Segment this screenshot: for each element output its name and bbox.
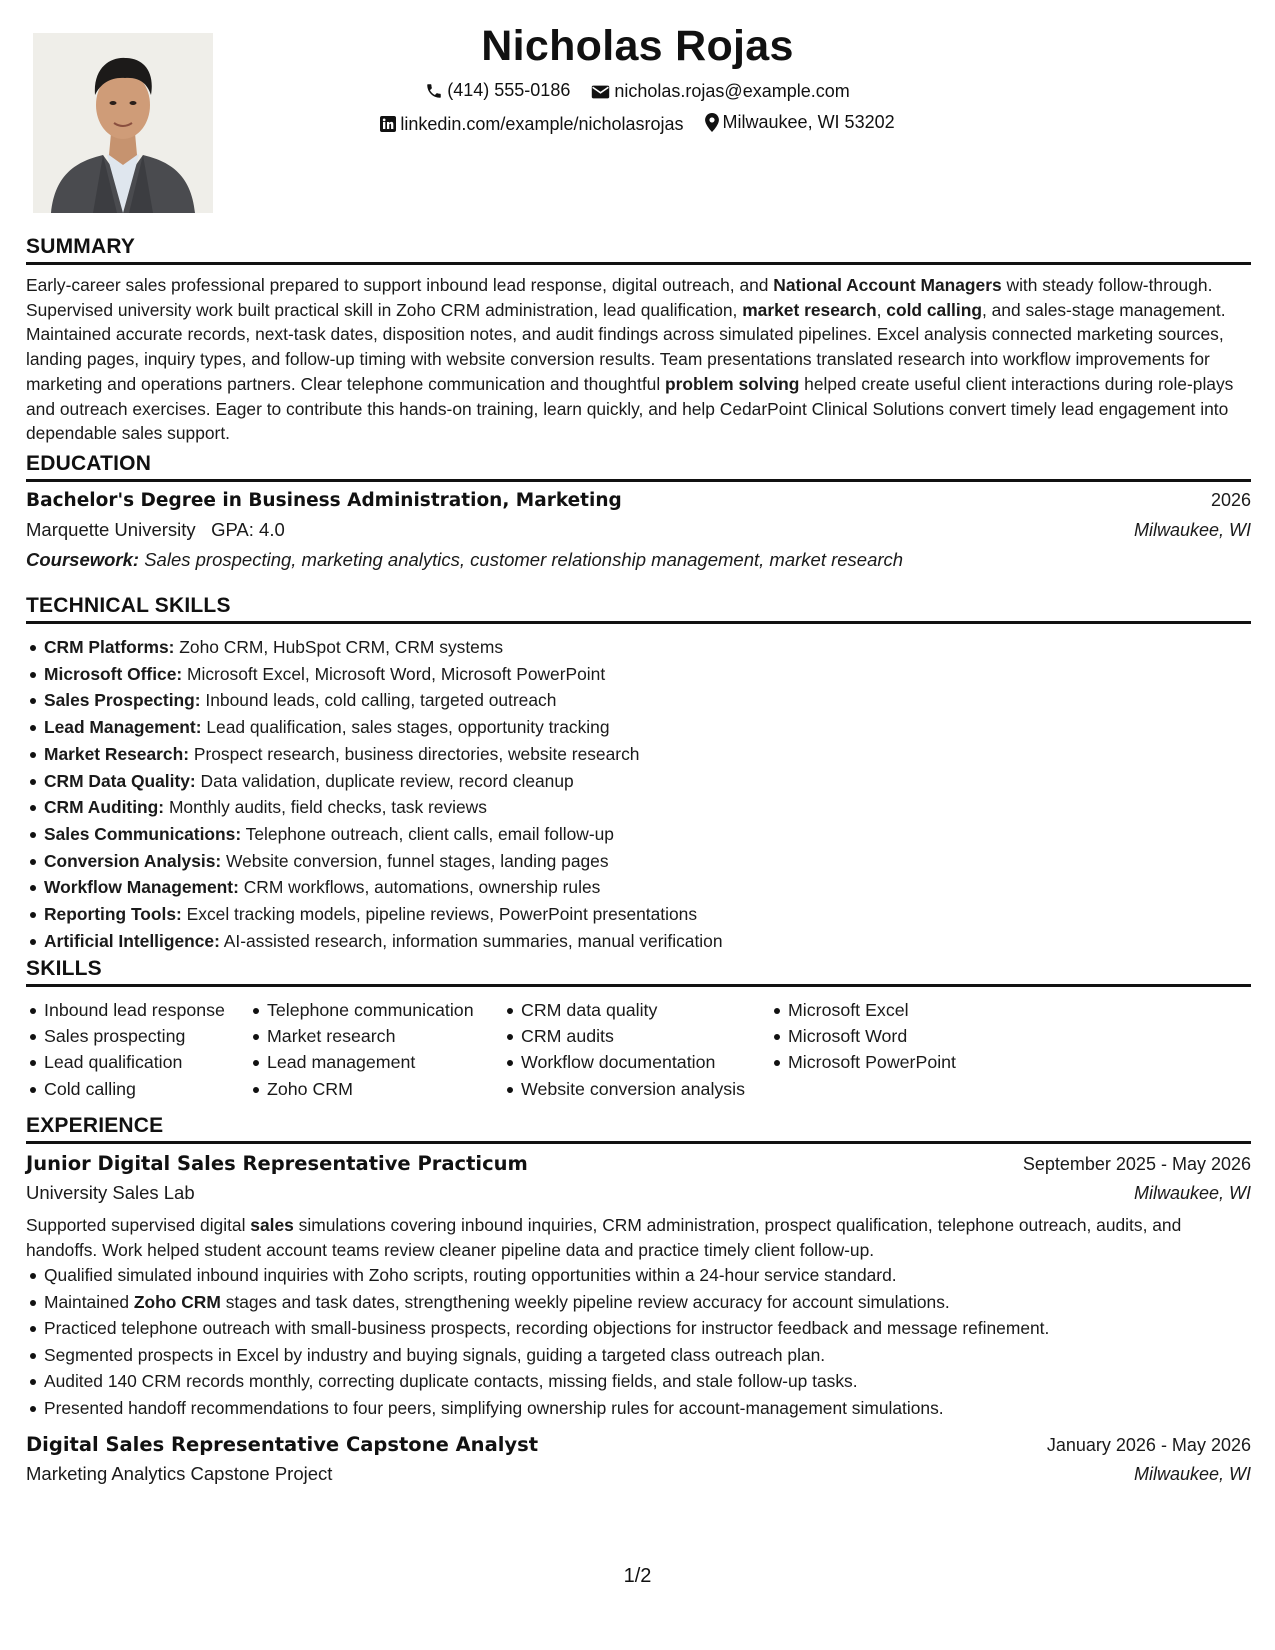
job-header-row	[26, 1433, 1251, 1456]
skill-item: Lead qualification	[26, 1049, 249, 1075]
page-number: 1/2	[623, 1565, 652, 1587]
text-segment: Qualified simulated inbound inquiries with Zoho scripts, routing opportunities within a 24-hour service standard.	[44, 1265, 897, 1286]
job-description	[26, 1213, 1251, 1262]
job-bullet	[26, 1289, 1251, 1316]
linkedin-contact[interactable]	[380, 114, 683, 135]
job-header-row	[26, 1152, 1251, 1175]
graduation-year: 2026	[1210, 490, 1251, 510]
job-organization: University Sales Lab	[26, 1182, 195, 1203]
text-segment: Practiced telephone outreach with small-business prospects, recording objections for instructor feedback and message refinement.	[44, 1318, 1050, 1339]
coursework-text: Sales prospecting, marketing analytics, customer relationship management, market research	[144, 549, 904, 570]
skill-values: AI-assisted research, information summaries, manual verification	[223, 930, 723, 951]
skill-category: Reporting Tools:	[44, 904, 182, 925]
job-dates: September 2025 - May 2026	[1022, 1154, 1251, 1174]
job-bullet	[26, 1395, 1251, 1422]
technical-skill-item	[26, 821, 1251, 848]
experience-section	[26, 1114, 1251, 1485]
job-title: Junior Digital Sales Representative Practicum	[26, 1152, 528, 1175]
candidate-name: Nicholas Rojas	[481, 22, 794, 70]
contact-line-2	[0, 112, 1275, 137]
email-text: nicholas.rojas@example.com	[614, 81, 850, 101]
emphasis-text: National Account Managers	[773, 275, 1002, 295]
experience-entry	[26, 1433, 1251, 1485]
section-title-experience: EXPERIENCE	[26, 1114, 1251, 1144]
school-info	[26, 519, 285, 541]
text-segment: , and sales-stage management. Maintained accurate records, next-task dates, disposition notes, and audit findings across simulated pipelines. Excel analysis connected marketing sources, landing pages, inquiry types, and follow-up timing with website conversion results. Team presentations translated research into workflow improvements for marketing and operations partners. Clear telephone communication and thoughtful	[26, 299, 1226, 394]
text-segment: with steady follow-through. Supervised university work built practical skill in Zoho CRM administration, lead qualification,	[26, 275, 1213, 320]
education-section	[26, 452, 1251, 571]
skill-values: Excel tracking models, pipeline reviews, PowerPoint presentations	[186, 904, 698, 925]
linkedin-text: linkedin.com/example/nicholasrojas	[400, 113, 684, 134]
skills-columns	[26, 997, 1251, 1102]
phone-icon	[425, 82, 443, 100]
technical-skill-item	[26, 634, 1251, 661]
technical-skill-item	[26, 794, 1251, 821]
job-title: Digital Sales Representative Capstone Analyst	[26, 1433, 539, 1457]
skill-values: CRM workflows, automations, ownership rules	[243, 877, 601, 898]
technical-skills-section	[26, 594, 1251, 954]
text-segment: Maintained	[44, 1291, 134, 1312]
text-segment: stages and task dates, strengthening weekly pipeline review accuracy for account simulations.	[220, 1291, 950, 1312]
emphasis-text: problem solving	[665, 373, 800, 394]
skill-item: Microsoft Excel	[770, 997, 1020, 1023]
skill-category: Lead Management:	[44, 717, 202, 738]
gpa: GPA: 4.0	[211, 519, 285, 540]
job-bullet	[26, 1315, 1251, 1342]
job-bullet-list	[26, 1262, 1251, 1421]
skill-item: Microsoft Word	[770, 1023, 1020, 1049]
skill-item: Telephone communication	[249, 997, 503, 1023]
job-bullet	[26, 1342, 1251, 1369]
skills-column	[503, 997, 770, 1102]
skill-item: Sales prospecting	[26, 1023, 249, 1049]
skill-values: Website conversion, funnel stages, landing pages	[226, 850, 609, 871]
emphasis-text: market research	[742, 299, 877, 320]
skill-item: Inbound lead response	[26, 997, 249, 1023]
job-org-row	[26, 1182, 1251, 1204]
skill-item: CRM audits	[503, 1023, 770, 1049]
skill-category: Workflow Management:	[44, 877, 239, 898]
coursework	[26, 549, 1251, 571]
skill-values: Prospect research, business directories, website research	[193, 743, 640, 764]
contact-line-1	[0, 80, 1275, 105]
email-contact[interactable]	[591, 81, 849, 102]
school-row	[26, 519, 1251, 541]
school-name: Marquette University	[26, 519, 196, 540]
text-segment: Segmented prospects in Excel by industry and buying signals, guiding a targeted class outreach plan.	[44, 1344, 826, 1365]
envelope-icon	[591, 84, 610, 100]
technical-skill-item	[26, 901, 1251, 928]
text-segment: Audited 140 CRM records monthly, correcting duplicate contacts, missing fields, and stale follow-up tasks.	[44, 1371, 858, 1392]
text-segment: simulations covering inbound inquiries, CRM administration, prospect qualification, telephone outreach, audits, and handoffs. Work helped student account teams review cleaner pipeline data and practice timely client follow-up.	[26, 1215, 1182, 1260]
skills-column	[770, 997, 1020, 1102]
summary-text	[26, 273, 1251, 446]
job-bullet	[26, 1368, 1251, 1395]
phone-contact[interactable]	[425, 80, 570, 101]
technical-skill-item	[26, 848, 1251, 875]
technical-skill-item	[26, 687, 1251, 714]
job-org-row	[26, 1463, 1251, 1485]
location-contact	[705, 112, 895, 133]
summary-section	[26, 235, 1251, 446]
skill-item: CRM data quality	[503, 997, 770, 1023]
text-segment: ,	[876, 299, 887, 320]
job-organization: Marketing Analytics Capstone Project	[26, 1463, 333, 1485]
text-segment: Early-career sales professional prepared to support inbound lead response, digital outreach, and	[26, 275, 774, 295]
technical-skill-item	[26, 714, 1251, 741]
section-title-summary: SUMMARY	[26, 235, 1251, 265]
skill-category: CRM Data Quality:	[44, 770, 196, 791]
text-segment: Supported supervised digital	[26, 1215, 251, 1235]
degree-row	[26, 490, 1251, 511]
experience-entry	[26, 1152, 1251, 1421]
skill-category: CRM Auditing:	[44, 797, 165, 818]
phone-text: (414) 555-0186	[447, 80, 571, 100]
skill-values: Data validation, duplicate review, record cleanup	[200, 770, 574, 791]
technical-skill-item	[26, 661, 1251, 688]
text-segment: Presented handoff recommendations to four peers, simplifying ownership rules for account-management simulations.	[44, 1397, 944, 1418]
skill-category: Sales Prospecting:	[44, 690, 201, 711]
skill-values: Lead qualification, sales stages, opportunity tracking	[206, 717, 610, 738]
section-title-education: EDUCATION	[26, 452, 1251, 482]
skill-item: Cold calling	[26, 1076, 249, 1102]
skill-category: Conversion Analysis:	[44, 850, 222, 871]
technical-skill-item	[26, 928, 1251, 955]
skill-values: Telephone outreach, client calls, email follow-up	[245, 823, 614, 844]
skill-item: Website conversion analysis	[503, 1076, 770, 1102]
school-location: Milwaukee, WI	[1133, 520, 1251, 540]
skill-item: Lead management	[249, 1049, 503, 1075]
technical-skill-item	[26, 741, 1251, 768]
skill-item: Market research	[249, 1023, 503, 1049]
technical-skill-item	[26, 768, 1251, 795]
emphasis-text: sales	[250, 1215, 294, 1235]
skill-category: Microsoft Office:	[44, 663, 183, 684]
skill-values: Zoho CRM, HubSpot CRM, CRM systems	[179, 637, 504, 657]
skill-values: Monthly audits, field checks, task reviews	[168, 797, 487, 818]
location-text: Milwaukee, WI 53202	[722, 112, 895, 132]
skill-category: CRM Platforms:	[44, 637, 175, 657]
section-title-technical-skills: TECHNICAL SKILLS	[26, 594, 1251, 624]
job-dates: January 2026 - May 2026	[1046, 1435, 1251, 1456]
section-title-skills: SKILLS	[26, 957, 1251, 987]
skills-column	[249, 997, 503, 1102]
emphasis-text: Zoho CRM	[133, 1291, 221, 1312]
experience-list	[26, 1152, 1251, 1485]
map-pin-icon	[705, 113, 719, 132]
coursework-label: Coursework:	[26, 549, 140, 570]
skill-values: Inbound leads, cold calling, targeted outreach	[205, 690, 557, 711]
text-segment: helped create useful client interactions during role-plays and outreach exercises. Eager to contribute this hands-on training, learn quickly, and help CedarPoint Clinical Solutions convert timely lead engagement into dependable sales support.	[26, 373, 1234, 444]
skill-category: Sales Communications:	[44, 823, 242, 844]
technical-skill-item	[26, 874, 1251, 901]
skill-item: Workflow documentation	[503, 1049, 770, 1075]
job-location: Milwaukee, WI	[1133, 1183, 1251, 1203]
skills-column	[26, 997, 249, 1102]
emphasis-text: cold calling	[886, 299, 982, 320]
skills-section	[26, 957, 1251, 1102]
job-bullet	[26, 1262, 1251, 1289]
technical-skills-list	[26, 634, 1251, 954]
degree-title: Bachelor's Degree in Business Administration, Marketing	[26, 490, 622, 511]
linkedin-icon	[380, 116, 396, 132]
skill-item: Zoho CRM	[249, 1076, 503, 1102]
job-location: Milwaukee, WI	[1133, 1464, 1251, 1485]
skill-values: Microsoft Excel, Microsoft Word, Microsoft PowerPoint	[187, 663, 606, 684]
skill-item: Microsoft PowerPoint	[770, 1049, 1020, 1075]
skill-category: Artificial Intelligence:	[44, 930, 220, 951]
skill-category: Market Research:	[44, 743, 189, 764]
